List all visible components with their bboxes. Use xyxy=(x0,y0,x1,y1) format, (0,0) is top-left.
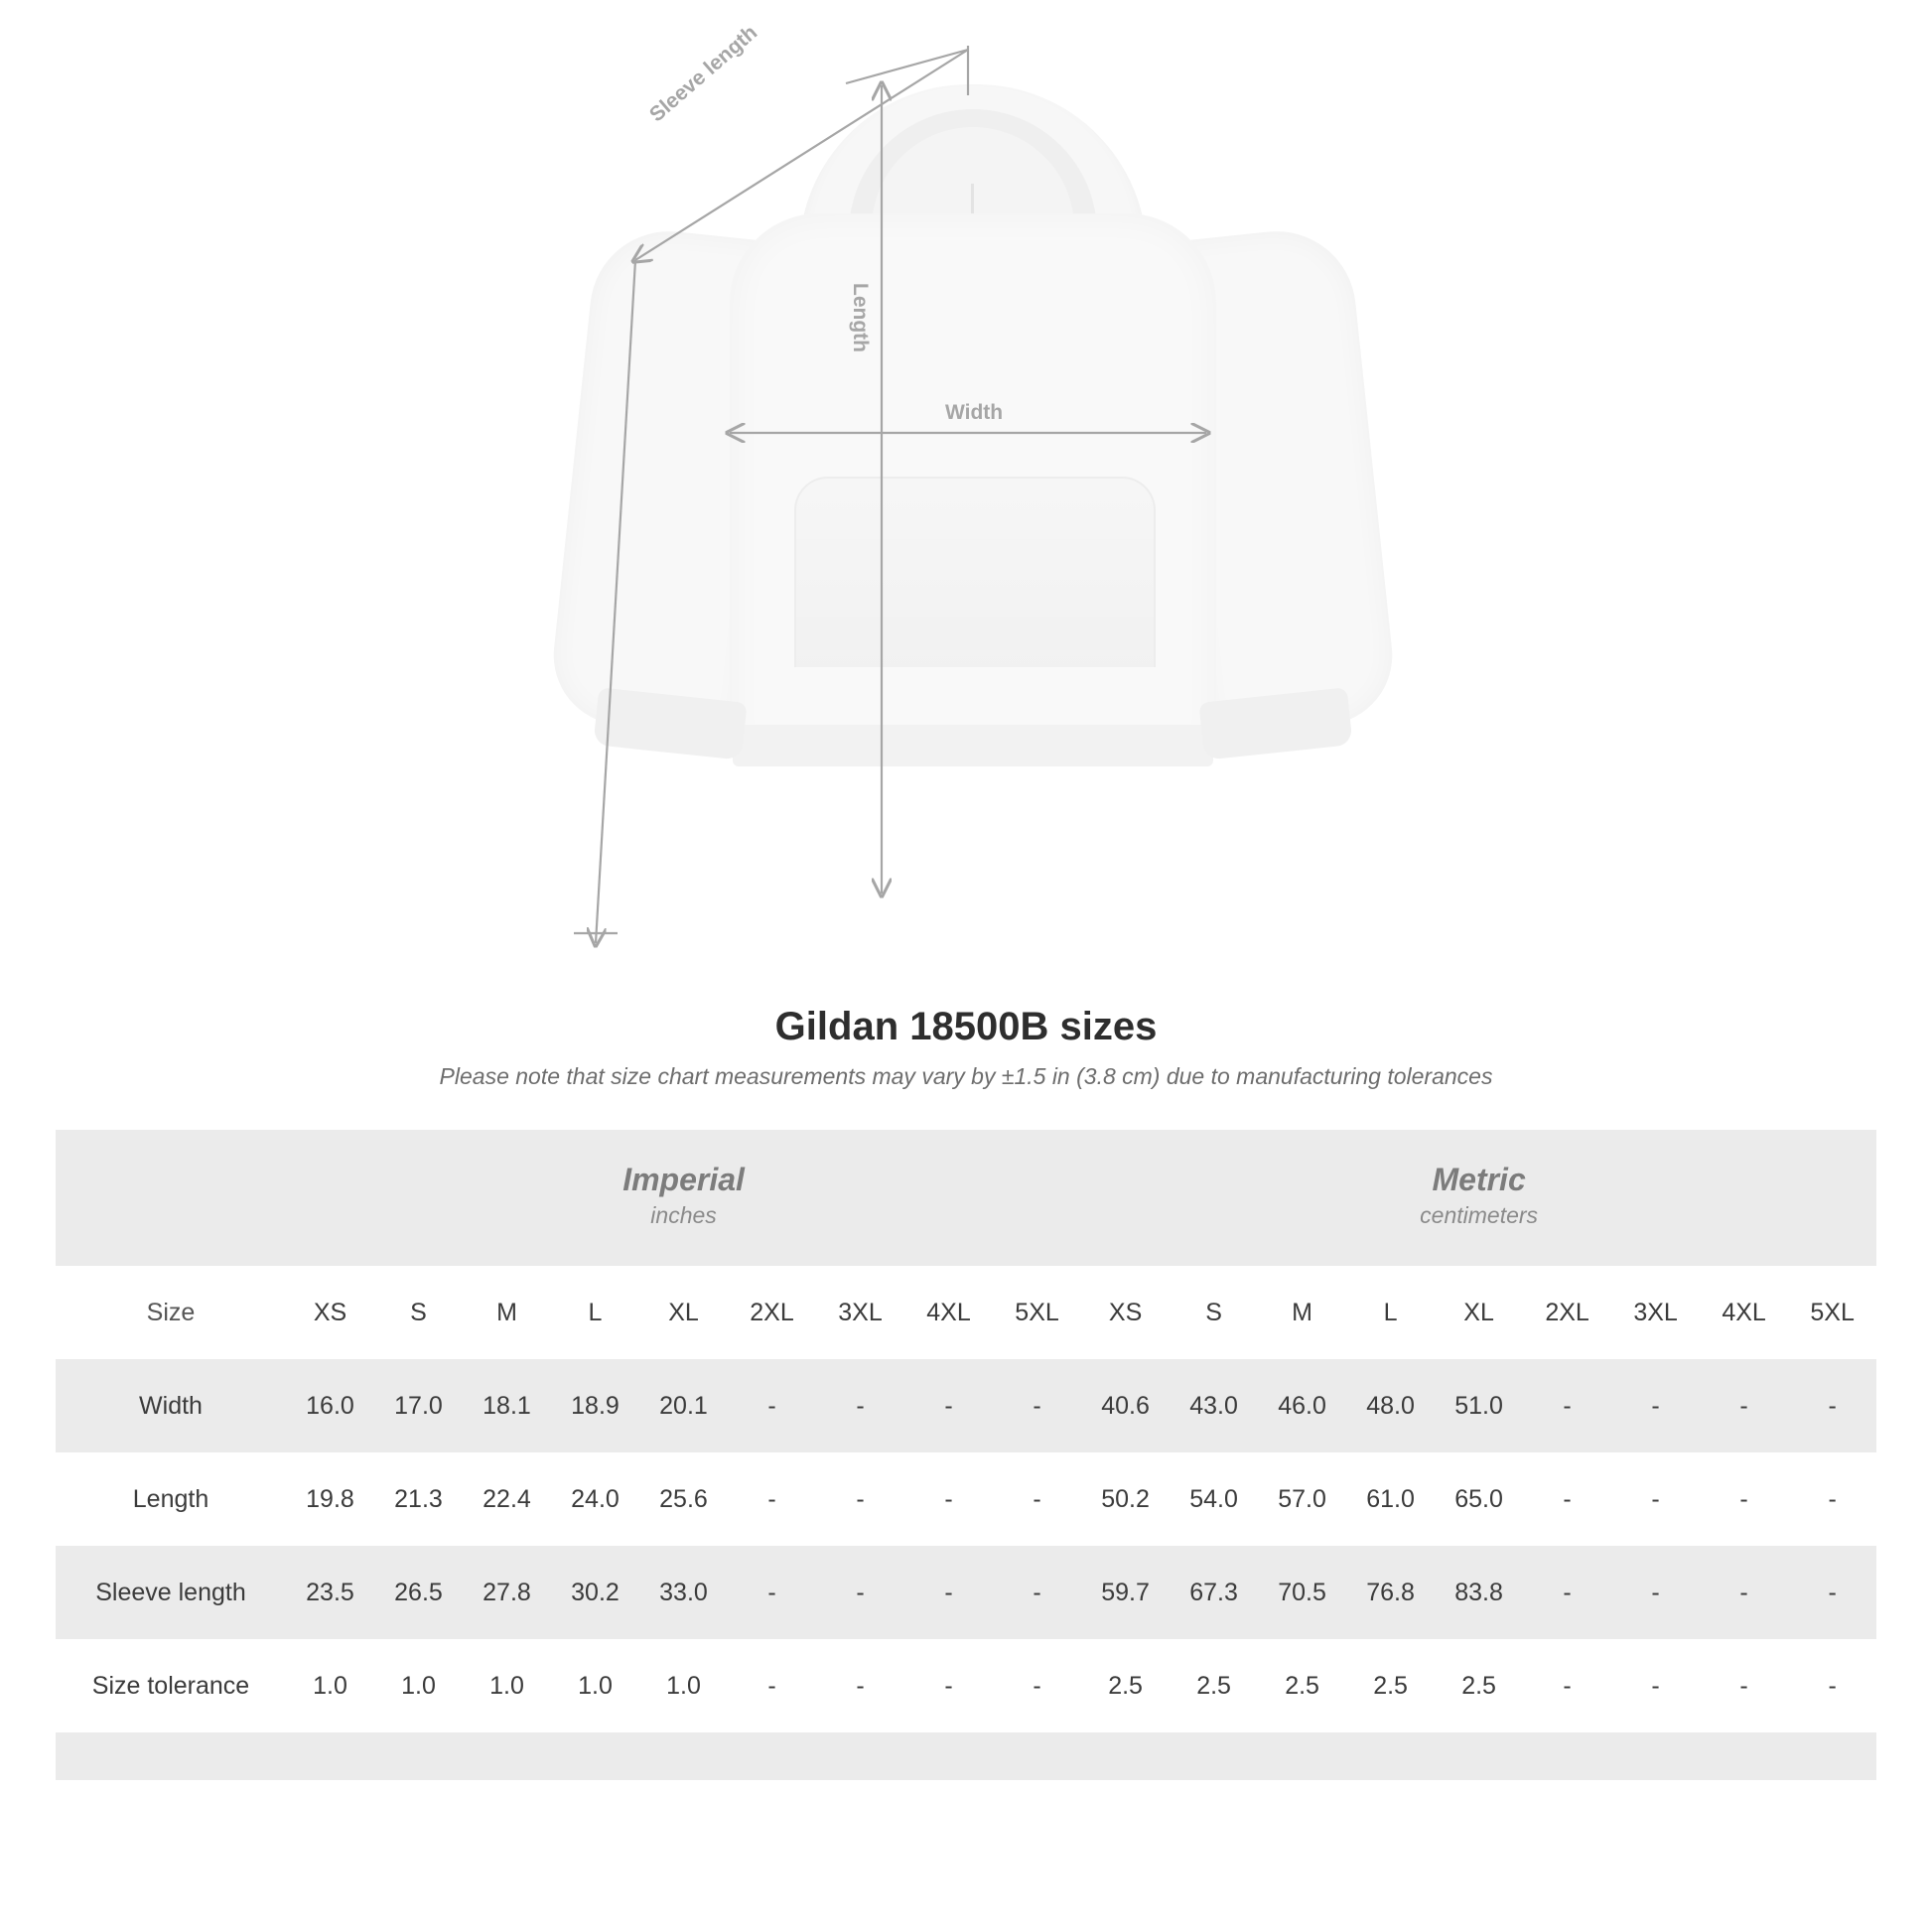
size-header-imperial-2xl: 2XL xyxy=(728,1266,816,1359)
table-row xyxy=(56,1452,1876,1546)
cell-sleeve-imperial-xs: 23.5 xyxy=(286,1546,374,1639)
row-label-size-tolerance: Size tolerance xyxy=(56,1639,286,1732)
size-header-label: Size xyxy=(56,1266,286,1359)
title-block xyxy=(0,1005,1932,1090)
cell-sleeve-metric-xs: 59.7 xyxy=(1081,1546,1170,1639)
cell-width-metric-3xl: - xyxy=(1611,1359,1700,1452)
cell-length-imperial-4xl: - xyxy=(904,1452,993,1546)
cell-sleeve-imperial-4xl: - xyxy=(904,1546,993,1639)
cell-tolerance-imperial-xl: 1.0 xyxy=(639,1639,728,1732)
unit-metric-name: Metric xyxy=(1432,1162,1526,1197)
cell-width-imperial-s: 17.0 xyxy=(374,1359,463,1452)
row-label-width: Width xyxy=(56,1359,286,1452)
cell-tolerance-metric-xl: 2.5 xyxy=(1435,1639,1523,1732)
size-header-metric-s: S xyxy=(1170,1266,1258,1359)
cell-width-metric-4xl: - xyxy=(1700,1359,1788,1452)
sleeve-length-label: Sleeve length xyxy=(645,21,762,127)
cell-sleeve-metric-3xl: - xyxy=(1611,1546,1700,1639)
cell-sleeve-metric-xl: 83.8 xyxy=(1435,1546,1523,1639)
cell-sleeve-imperial-3xl: - xyxy=(816,1546,904,1639)
length-label: Length xyxy=(849,283,872,352)
size-header-metric-m: M xyxy=(1258,1266,1346,1359)
cell-length-imperial-5xl: - xyxy=(993,1452,1081,1546)
width-label: Width xyxy=(945,401,1004,424)
cell-length-imperial-xs: 19.8 xyxy=(286,1452,374,1546)
cell-width-metric-xs: 40.6 xyxy=(1081,1359,1170,1452)
cell-length-imperial-xl: 25.6 xyxy=(639,1452,728,1546)
bottom-hem xyxy=(733,725,1213,766)
cell-length-imperial-s: 21.3 xyxy=(374,1452,463,1546)
cell-width-metric-5xl: - xyxy=(1788,1359,1876,1452)
size-chart-table xyxy=(56,1130,1876,1780)
size-header-imperial-4xl: 4XL xyxy=(904,1266,993,1359)
size-header-imperial-3xl: 3XL xyxy=(816,1266,904,1359)
unit-spacer xyxy=(56,1130,286,1266)
size-header-imperial-5xl: 5XL xyxy=(993,1266,1081,1359)
size-chart-table-wrapper xyxy=(56,1130,1876,1780)
cell-length-metric-4xl: - xyxy=(1700,1452,1788,1546)
cell-width-metric-m: 46.0 xyxy=(1258,1359,1346,1452)
cell-width-imperial-5xl: - xyxy=(993,1359,1081,1452)
unit-imperial-name: Imperial xyxy=(622,1162,745,1197)
table-row xyxy=(56,1639,1876,1732)
cell-tolerance-imperial-2xl: - xyxy=(728,1639,816,1732)
table-footer-spacer xyxy=(56,1732,1876,1780)
cell-length-metric-5xl: - xyxy=(1788,1452,1876,1546)
cell-length-metric-s: 54.0 xyxy=(1170,1452,1258,1546)
unit-metric xyxy=(1081,1130,1876,1266)
table-row xyxy=(56,1546,1876,1639)
cell-length-imperial-3xl: - xyxy=(816,1452,904,1546)
cell-tolerance-imperial-5xl: - xyxy=(993,1639,1081,1732)
cell-sleeve-imperial-l: 30.2 xyxy=(551,1546,639,1639)
kangaroo-pocket xyxy=(794,477,1156,667)
size-header-metric-xs: XS xyxy=(1081,1266,1170,1359)
size-header-metric-l: L xyxy=(1346,1266,1435,1359)
cell-tolerance-metric-m: 2.5 xyxy=(1258,1639,1346,1732)
page-title: Gildan 18500B sizes xyxy=(774,1005,1158,1048)
cell-sleeve-imperial-xl: 33.0 xyxy=(639,1546,728,1639)
size-header-metric-5xl: 5XL xyxy=(1788,1266,1876,1359)
cell-tolerance-metric-s: 2.5 xyxy=(1170,1639,1258,1732)
cell-width-imperial-xs: 16.0 xyxy=(286,1359,374,1452)
cell-width-metric-xl: 51.0 xyxy=(1435,1359,1523,1452)
size-header-imperial-xs: XS xyxy=(286,1266,374,1359)
cell-tolerance-metric-l: 2.5 xyxy=(1346,1639,1435,1732)
footer-spacer-cell xyxy=(56,1732,1876,1780)
cell-tolerance-metric-3xl: - xyxy=(1611,1639,1700,1732)
cell-length-metric-xs: 50.2 xyxy=(1081,1452,1170,1546)
size-header-metric-3xl: 3XL xyxy=(1611,1266,1700,1359)
cell-length-metric-l: 61.0 xyxy=(1346,1452,1435,1546)
tolerance-note: Please note that size chart measurements may vary by ±1.5 in (3.8 cm) due to manufacturing tolerances xyxy=(439,1063,1493,1089)
cell-width-metric-l: 48.0 xyxy=(1346,1359,1435,1452)
size-header-imperial-s: S xyxy=(374,1266,463,1359)
cell-sleeve-imperial-m: 27.8 xyxy=(463,1546,551,1639)
row-label-length: Length xyxy=(56,1452,286,1546)
size-header-metric-4xl: 4XL xyxy=(1700,1266,1788,1359)
size-header-metric-xl: XL xyxy=(1435,1266,1523,1359)
cell-tolerance-imperial-l: 1.0 xyxy=(551,1639,639,1732)
cell-width-imperial-m: 18.1 xyxy=(463,1359,551,1452)
cell-width-imperial-xl: 20.1 xyxy=(639,1359,728,1452)
size-header-metric-2xl: 2XL xyxy=(1523,1266,1611,1359)
row-label-sleeve-length: Sleeve length xyxy=(56,1546,286,1639)
cell-sleeve-imperial-2xl: - xyxy=(728,1546,816,1639)
cell-width-imperial-l: 18.9 xyxy=(551,1359,639,1452)
cell-tolerance-metric-5xl: - xyxy=(1788,1639,1876,1732)
cell-tolerance-metric-xs: 2.5 xyxy=(1081,1639,1170,1732)
cell-length-metric-m: 57.0 xyxy=(1258,1452,1346,1546)
cell-tolerance-imperial-m: 1.0 xyxy=(463,1639,551,1732)
cell-length-imperial-l: 24.0 xyxy=(551,1452,639,1546)
cell-tolerance-metric-4xl: - xyxy=(1700,1639,1788,1732)
size-header-imperial-l: L xyxy=(551,1266,639,1359)
cell-tolerance-metric-2xl: - xyxy=(1523,1639,1611,1732)
size-header-row xyxy=(56,1266,1876,1359)
unit-imperial xyxy=(286,1130,1081,1266)
size-header-imperial-xl: XL xyxy=(639,1266,728,1359)
size-header-imperial-m: M xyxy=(463,1266,551,1359)
cell-width-imperial-2xl: - xyxy=(728,1359,816,1452)
cell-tolerance-imperial-s: 1.0 xyxy=(374,1639,463,1732)
table-row xyxy=(56,1359,1876,1452)
cell-width-metric-2xl: - xyxy=(1523,1359,1611,1452)
cell-sleeve-metric-l: 76.8 xyxy=(1346,1546,1435,1639)
cell-sleeve-metric-m: 70.5 xyxy=(1258,1546,1346,1639)
cell-length-metric-xl: 65.0 xyxy=(1435,1452,1523,1546)
unit-imperial-sub: inches xyxy=(650,1202,717,1228)
cell-width-imperial-3xl: - xyxy=(816,1359,904,1452)
cell-width-imperial-4xl: - xyxy=(904,1359,993,1452)
cell-length-metric-3xl: - xyxy=(1611,1452,1700,1546)
cell-length-imperial-2xl: - xyxy=(728,1452,816,1546)
cell-sleeve-metric-5xl: - xyxy=(1788,1546,1876,1639)
cell-length-metric-2xl: - xyxy=(1523,1452,1611,1546)
unit-metric-sub: centimeters xyxy=(1420,1202,1539,1228)
cell-tolerance-imperial-xs: 1.0 xyxy=(286,1639,374,1732)
cell-sleeve-metric-s: 67.3 xyxy=(1170,1546,1258,1639)
cell-sleeve-imperial-s: 26.5 xyxy=(374,1546,463,1639)
unit-header-row xyxy=(56,1130,1876,1266)
hoodie-graphic xyxy=(556,40,1390,953)
cell-tolerance-imperial-3xl: - xyxy=(816,1639,904,1732)
cell-sleeve-metric-2xl: - xyxy=(1523,1546,1611,1639)
cell-length-imperial-m: 22.4 xyxy=(463,1452,551,1546)
cell-sleeve-imperial-5xl: - xyxy=(993,1546,1081,1639)
cell-width-metric-s: 43.0 xyxy=(1170,1359,1258,1452)
cell-tolerance-imperial-4xl: - xyxy=(904,1639,993,1732)
cell-sleeve-metric-4xl: - xyxy=(1700,1546,1788,1639)
